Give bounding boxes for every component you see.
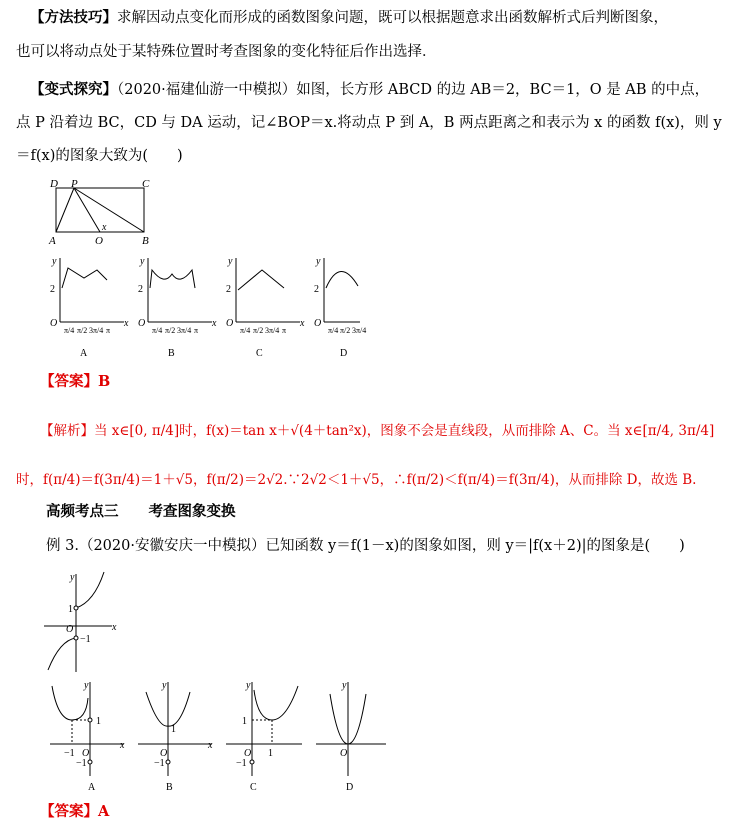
ex-a-x: x [120,740,125,751]
section-subtitle: 考查图象变换 [148,503,236,520]
label-O: O [95,235,103,247]
ex-y: y [70,572,75,583]
opt-a-o: O [50,318,58,329]
method-line-1 [30,8,668,28]
opt-c-t4: π [282,326,287,335]
variant-line-1 [30,80,709,100]
ex-b-t1: O [160,748,168,759]
label-C: C [142,178,150,190]
variant-line-3: ＝f(x)的图象大致为( ) [16,148,183,164]
example-3: 例 3.（2020·安徽安庆一中模拟）已知函数 y＝f(1－x)的图象如图，则 y＝|f(x＋2)|的图象是( ) [46,538,685,554]
ex-c-y: y [246,680,251,691]
ex-b-label: B [166,782,173,793]
ex-c-t2: 1 [268,748,273,759]
section-title-text: 高频考点三 [46,503,119,520]
opt-a-label: A [80,348,88,359]
ex-d-y: y [342,680,347,691]
analysis-line-1: 【解析】当 x∈[0, π/4]时，f(x)＝tan x＋√(4＋tan²x)，图象不会是直线段，从而排除 A、C。当 x∈[π/4, 3π/4] [40,423,715,439]
opt-c-t2: π/2 [253,326,264,335]
ex-c-t4: −1 [236,758,247,769]
ex-c-t1: O [244,748,252,759]
opt-a-t2: π/2 [77,326,88,335]
option-graph-D [314,256,366,359]
opt-a-two: 2 [50,284,55,295]
ex-one: 1 [68,604,73,615]
ex-c-t3: 1 [242,716,247,727]
ex-option-B [138,680,213,793]
ex-b-t3: −1 [154,758,165,769]
section-title [46,502,236,522]
ex-a-y: y [84,680,89,691]
opt-c-t3: 3π/4 [265,326,280,335]
opt-b-y: y [140,256,145,267]
opt-c-y: y [228,256,233,267]
opt-d-label: D [340,348,348,359]
opt-c-t1: π/4 [240,326,251,335]
analysis-line-2: 时，f(π/4)＝f(3π/4)＝1＋√5，f(π/2)＝2√2.∵2√2＜1＋√5，∴f(π/2)＜f(π/4)＝f(3π/4)，从而排除 D，故选 B. [16,472,697,488]
answer-1: 【答案】B [40,373,111,390]
ex-x: x [112,622,117,633]
ex-option-A [50,680,125,793]
opt-a-t3: 3π/4 [89,326,104,335]
ex-o: O [66,624,74,635]
label-A: A [49,235,56,247]
variant-tag: 【变式探究】 [30,81,117,98]
ex-b-x: x [208,740,213,751]
ex-a-t3: 1 [96,716,101,727]
option-graphs [40,252,367,362]
label-x: x [102,222,107,233]
label-D: D [50,178,58,190]
opt-d-t1: π/4 [328,326,339,335]
opt-c-two: 2 [226,284,231,295]
ex-a-t1: −1 [64,748,75,759]
example-graph [40,568,120,676]
ex-a-t2: O [82,748,90,759]
option-graph-B [138,256,217,359]
ex-option-D [316,680,386,793]
ex-b-y: y [162,680,167,691]
method-text-1: 求解因动点变化而形成的函数图象问题，既可以根据题意求出函数解析式后判断图象， [117,10,668,26]
rectangle-figure [40,176,160,248]
label-B: B [142,235,149,247]
example-options [40,676,390,796]
ex-d-label: D [346,782,354,793]
ex-a-label: A [88,782,96,793]
variant-text-1: （2020·福建仙游一中模拟）如图，长方形 ABCD 的边 AB＝2，BC＝1，O 是 AB 的中点， [117,82,710,98]
ex-neg-one: −1 [80,634,91,645]
opt-d-t3: 3π/4 [352,326,367,335]
option-graph-A [50,256,129,359]
option-graph-C [226,256,305,359]
opt-a-y: y [52,256,57,267]
ex-a-t4: −1 [76,758,87,769]
opt-a-x: x [124,318,129,329]
opt-a-t1: π/4 [64,326,75,335]
opt-b-t1: π/4 [152,326,163,335]
variant-line-2: 点 P 沿着边 BC，CD 与 DA 运动，记∠BOP＝x.将动点 P 到 A，B 两点距离之和表示为 x 的函数 f(x)，则 y [16,115,722,131]
opt-d-y: y [316,256,321,267]
opt-c-label: C [256,348,263,359]
opt-d-o: O [314,318,322,329]
opt-b-t3: 3π/4 [177,326,192,335]
opt-b-t4: π [194,326,199,335]
label-P: P [71,178,78,190]
ex-d-t1: O [340,748,348,759]
opt-a-t4: π [106,326,111,335]
opt-c-x: x [300,318,305,329]
ex-b-t2: 1 [171,724,176,735]
method-line-2: 也可以将动点处于某特殊位置时考查图象的变化特征后作出选择． [16,44,437,60]
opt-b-two: 2 [138,284,143,295]
opt-b-label: B [168,348,175,359]
opt-c-o: O [226,318,234,329]
method-tag: 【方法技巧】 [30,9,117,26]
opt-b-x: x [212,318,217,329]
opt-d-t2: π/2 [340,326,351,335]
opt-b-t2: π/2 [165,326,176,335]
opt-d-two: 2 [314,284,319,295]
ex-option-C [226,680,302,793]
opt-b-o: O [138,318,146,329]
ex-c-label: C [250,782,257,793]
answer-2: 【答案】A [40,803,110,820]
